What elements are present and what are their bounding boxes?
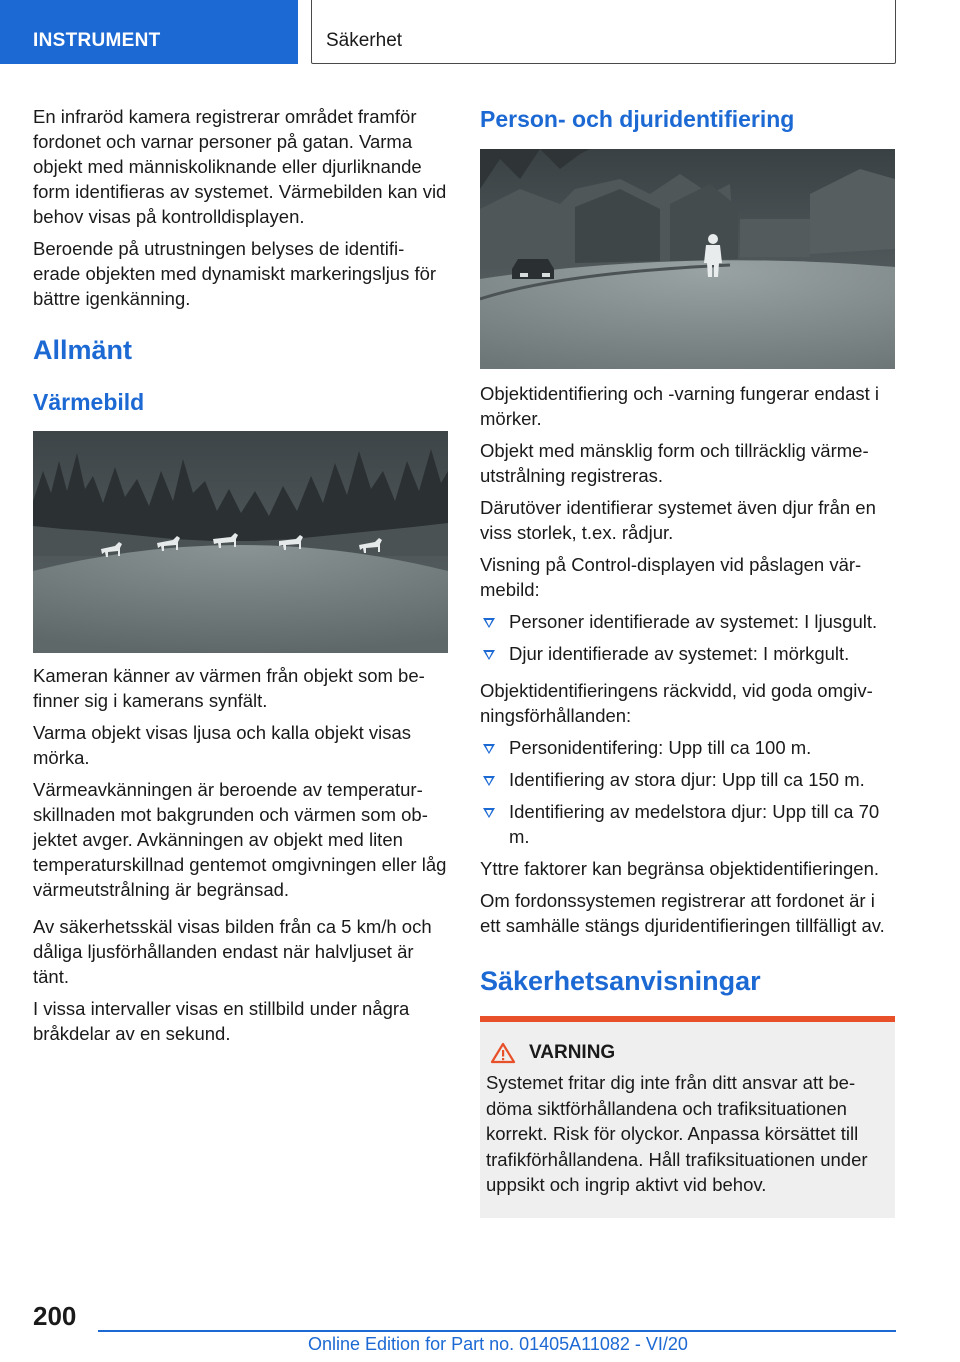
right-column <box>480 104 895 1218</box>
list-item: Djur identifierade av systemet: I mörkgult. <box>480 641 895 666</box>
body-paragraph: Yttre faktorer kan begränsa objektidentifieringen. <box>480 858 880 879</box>
body-paragraph: Objektidentifiering och -varning fungerar endast i mörker. <box>480 383 880 429</box>
body-paragraph: Värmeavkänningen är beroende av temperatur-skillnaden mot bakgrunden och värmen som ob-jektet avger. Avkänningen av objekt med liten temperaturskillnad gentemot omgivningen eller låg värmeutstrålning är begränsad. <box>33 779 447 900</box>
bullet-triangle-icon <box>483 808 495 818</box>
intro-paragraph: Beroende på utrustningen belyses de identifi-erade objekten med dynamiskt markeringsljus för bättre igenkänning. <box>33 238 437 309</box>
left-column <box>33 104 448 1053</box>
warning-title: VARNING <box>529 1042 616 1063</box>
footer-edition: Online Edition for Part no. 01405A11082 - VI/20 <box>308 1334 688 1354</box>
body-paragraph: Kameran känner av värmen från objekt som be-finner sig i kamerans synfält. <box>33 665 425 711</box>
heading-thermal-image: Värmebild <box>33 389 145 415</box>
list-item: Personidentifering: Upp till ca 100 m. <box>480 735 895 760</box>
warning-header <box>486 1042 887 1064</box>
bullet-triangle-icon <box>483 650 495 660</box>
warning-text: Systemet fritar dig inte från ditt ansvar att be-döma siktförhållandena och trafiksituationen korrekt. Risk för olyckor. Anpassa körsättet till trafikförhållandena. Håll trafiksituationen under uppsikt och ingrip aktivt vid behov. <box>486 1072 868 1195</box>
bullet-triangle-icon <box>483 776 495 786</box>
heading-general: Allmänt <box>33 335 133 365</box>
section-tab: INSTRUMENT <box>0 0 298 64</box>
warning-box <box>480 1016 895 1218</box>
footer-divider <box>98 1330 896 1332</box>
list-item: Identifiering av stora djur: Upp till ca 150 m. <box>480 767 895 792</box>
bullet-triangle-icon <box>483 618 495 628</box>
range-list <box>480 735 895 849</box>
body-paragraph: Varma objekt visas ljusa och kalla objekt visas mörka. <box>33 722 412 768</box>
thermal-image-animals-figure <box>33 431 448 653</box>
body-paragraph: Därutöver identifierar systemet även djur från en viss storlek, t.ex. rådjur. <box>480 497 876 543</box>
display-color-list <box>480 609 895 666</box>
page-number: 200 <box>33 1301 77 1331</box>
body-paragraph: Objekt med mänsklig form och tillräcklig värme-utstrålning registreras. <box>480 440 869 486</box>
list-item: Personer identifierade av systemet: I ljusgult. <box>480 609 895 634</box>
intro-paragraph: En infraröd kamera registrerar området framför fordonet och varnar personer på gatan. Varma objekt med människoliknande eller djurliknande form identifieras av systemet. Värmebilden kan vid behov visas på kontrolldisplayen. <box>33 106 447 227</box>
body-paragraph: Av säkerhetsskäl visas bilden från ca 5 km/h och dåliga ljusförhållanden endast när halvljuset är tänt. <box>33 916 432 987</box>
bullet-triangle-icon <box>483 744 495 754</box>
body-paragraph: Om fordonssystemen registrerar att fordonet är i ett samhälle stängs djuridentifieringen tillfälligt av. <box>480 890 885 936</box>
thermal-image-pedestrian-figure <box>480 149 895 369</box>
body-paragraph: Visning på Control-displayen vid påslagen vär-mebild: <box>480 554 862 600</box>
body-paragraph: I vissa intervaller visas en stillbild under några bråkdelar av en sekund. <box>33 998 410 1044</box>
warning-triangle-icon <box>490 1042 516 1064</box>
body-paragraph: Objektidentifieringens räckvidd, vid goda omgiv-ningsförhållanden: <box>480 680 873 726</box>
heading-safety-notes: Säkerhetsanvisningar <box>480 966 761 996</box>
chapter-title: Säkerhet <box>311 0 896 64</box>
list-item: Identifiering av medelstora djur: Upp till ca 70 m. <box>480 799 895 849</box>
heading-person-animal-detection: Person- och djuridentifiering <box>480 106 795 132</box>
